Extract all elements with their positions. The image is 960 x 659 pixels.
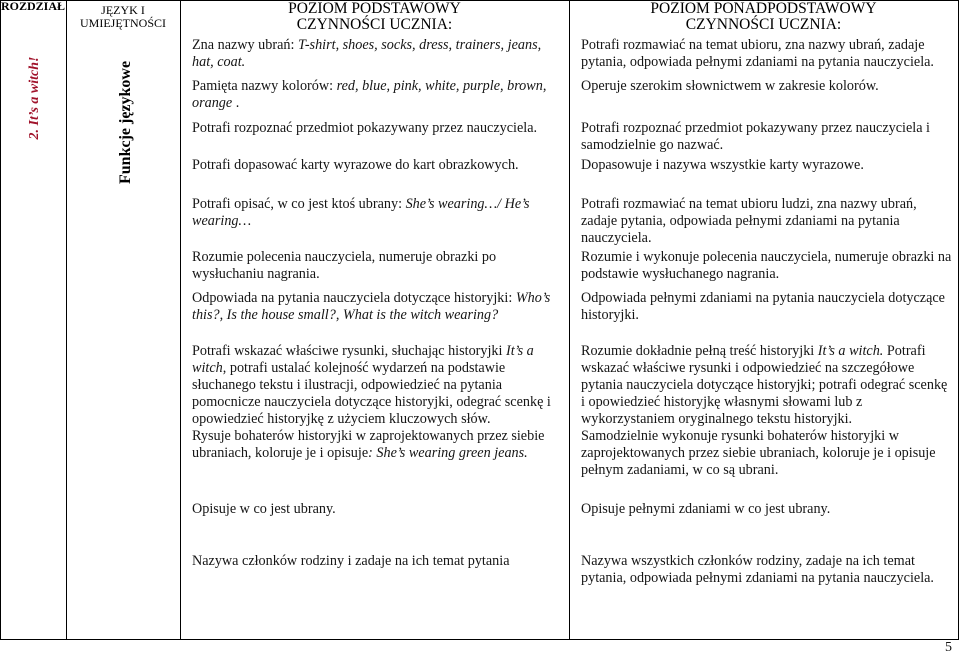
basic-item-drawing — [192, 428, 564, 462]
basic-item-story-text1: Potrafi wskazać właściwe rysunki, słuchając historyjki — [192, 343, 507, 359]
header-advanced-level-subtitle: CZYNNOŚCI UCZNIA: — [685, 16, 842, 33]
basic-item-instructions: Rozumie polecenia nauczyciela, numeruje obrazki po wysłuchaniu nagrania. — [192, 249, 497, 282]
basic-item-story-questions — [192, 290, 564, 324]
table-border-left — [0, 0, 1, 640]
basic-item-story-title: It’s a witch — [192, 343, 534, 376]
advanced-item-story — [581, 343, 953, 479]
column-divider-3 — [569, 0, 570, 640]
basic-item-questions-phrases: Who’s this?, Is the house small?, What is the witch wearing? — [192, 290, 551, 323]
header-language-skills — [66, 4, 180, 30]
advanced-item-story-text1: Rozumie dokładnie pełną treść historyjki — [581, 343, 818, 359]
header-advanced-level — [569, 1, 958, 33]
advanced-item-describe-self: Opisuje pełnymi zdaniami w co jest ubrany. — [581, 501, 831, 517]
basic-item-story — [192, 343, 564, 462]
basic-item-clothes-text: Zna nazwy ubrań: — [192, 37, 298, 53]
advanced-item-story-questions: Odpowiada pełnymi zdaniami na pytania nauczyciela dotyczące historyjki. — [581, 290, 945, 323]
header-language-skills-line1: JĘZYK I — [101, 3, 145, 17]
advanced-item-clothes: Potrafi rozmawiać na temat ubioru, zna nazwy ubrań, zadaje pytania, odpowiada pełnymi zdaniami na pytania nauczyciela. — [581, 37, 934, 70]
header-language-skills-line2: UMIEJĘTNOŚCI — [80, 16, 166, 30]
basic-item-drawing-phrase: : She’s wearing green jeans. — [368, 445, 528, 461]
skill-area-label: Funkcje językowe — [117, 60, 134, 184]
basic-item-questions-text: Odpowiada na pytania nauczyciela dotyczące historyjki: — [192, 290, 516, 306]
advanced-item-recognise: Potrafi rozpoznać przedmiot pokazywany przez nauczyciela i samodzielnie go nazwać. — [581, 120, 931, 153]
header-basic-level-title: POZIOM PODSTAWOWY — [288, 0, 461, 17]
basic-item-family: Nazywa członków rodziny i zadaje na ich temat pytania — [192, 553, 510, 569]
basic-item-drawing-text: Rysuje bohaterów historyjki w zaprojektowanych przez siebie ubraniach, koloruje je i opisuje — [192, 428, 545, 461]
header-basic-level — [180, 1, 569, 33]
advanced-item-family: Nazywa wszystkich członków rodziny, zadaje na ich temat pytania, odpowiada pełnymi zdaniami na pytania nauczyciela. — [581, 553, 934, 586]
basic-item-story-text2: , potrafi ustalać kolejność wydarzeń na podstawie słuchanego tekstu i ilustracji, odpowiedzieć na pytania pomocnicze nauczyciela dotyczące historyjki, odegrać scenkę i opowiedzieć historyjkę z użyciem kluczowych słów. — [192, 360, 551, 427]
chapter-label: 2. It’s a witch! — [27, 56, 42, 140]
basic-item-colours-text: Pamięta nazwy kolorów: — [192, 78, 337, 94]
advanced-item-story-title: It’s a witch. — [817, 343, 884, 359]
table-border-bottom — [0, 639, 959, 640]
header-basic-level-subtitle: CZYNNOŚCI UCZNIA: — [296, 16, 453, 33]
basic-item-colours-end: . — [232, 95, 240, 111]
header-chapter: ROZDZIAŁ — [0, 0, 65, 13]
advanced-item-instructions: Rozumie i wykonuje polecenia nauczyciela, numeruje obrazki na podstawie wysłuchanego nagrania. — [581, 249, 952, 282]
column-divider-1 — [66, 0, 67, 640]
basic-item-describe-phrase: She’s wearing…/ He’s wearing… — [192, 196, 530, 229]
basic-item-match-cards: Potrafi dopasować karty wyrazowe do kart obrazkowych. — [192, 157, 519, 173]
page-number: 5 — [945, 640, 952, 655]
advanced-item-match-cards: Dopasowuje i nazywa wszystkie karty wyrazowe. — [581, 157, 864, 173]
column-divider-2 — [180, 0, 181, 640]
advanced-item-drawing: Samodzielnie wykonuje rysunki bohaterów historyjki w zaprojektowanych przez siebie ubraniach, koloruje je i opisuje pełnym zadaniami, w co są ubrani. — [581, 428, 936, 478]
basic-item-describe-wearing — [192, 196, 564, 230]
advanced-item-story-text2: Potrafi wskazać właściwe rysunki i odpowiedzieć na szczegółowe pytania nauczyciela dotyczące historyjki; potrafi odegrać scenkę i opowiedzieć historyjkę własnymi słowami lub z wykorzystaniem oryginalnego tekstu historyjki. — [581, 343, 948, 427]
basic-item-colours — [192, 78, 564, 112]
basic-item-recognise: Potrafi rozpoznać przedmiot pokazywany przez nauczyciela. — [192, 120, 538, 136]
header-advanced-level-title: POZIOM PONADPODSTAWOWY — [650, 0, 877, 17]
table-border-right — [958, 0, 959, 640]
basic-item-describe-self: Opisuje w co jest ubrany. — [192, 501, 336, 517]
basic-item-clothes — [192, 37, 564, 71]
advanced-item-describe-wearing: Potrafi rozmawiać na temat ubioru ludzi, zna nazwy ubrań, zadaje pytania, odpowiada pełnymi zdaniami na pytania nauczyciela. — [581, 196, 917, 246]
basic-item-clothes-words: T-shirt, shoes, socks, dress, trainers, jeans, hat, coat. — [192, 37, 542, 70]
basic-item-colours-words: red, blue, pink, white, purple, brown, orange — [192, 78, 547, 111]
basic-item-describe-text: Potrafi opisać, w co jest ktoś ubrany: — [192, 196, 406, 212]
advanced-item-colours: Operuje szerokim słownictwem w zakresie kolorów. — [581, 78, 879, 94]
